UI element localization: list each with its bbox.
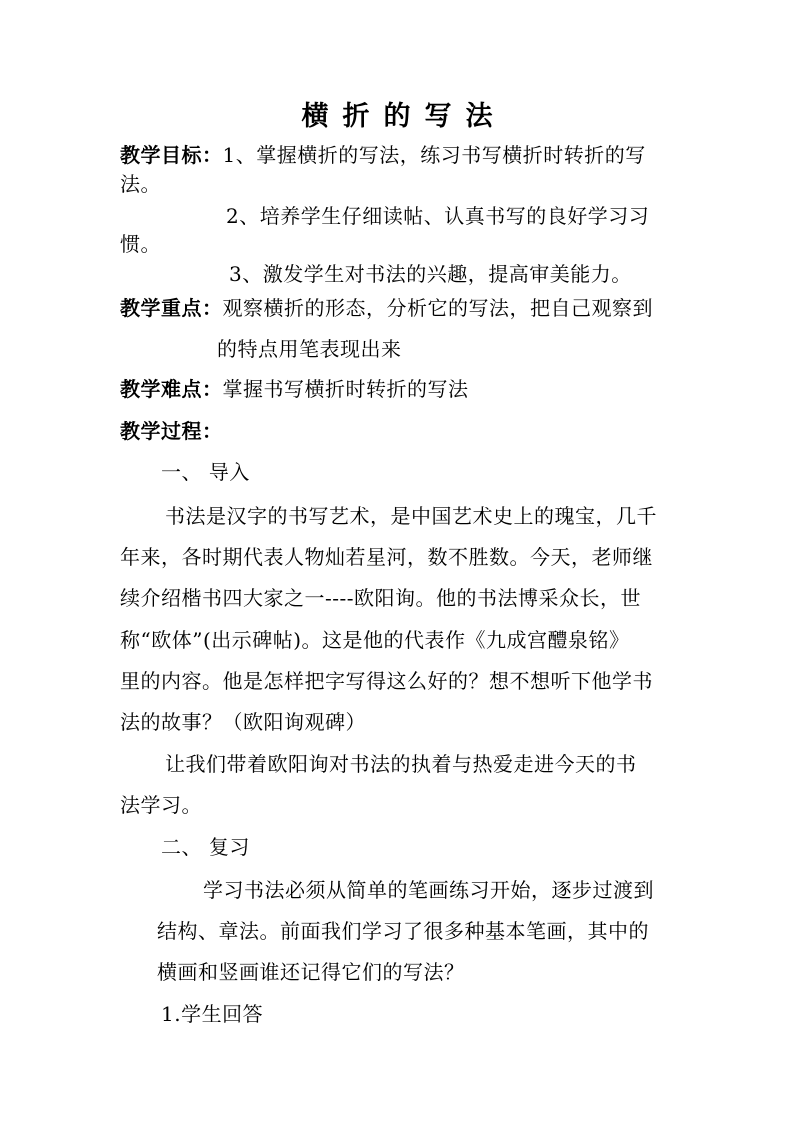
difficulties-text: 掌握书写横折时转折的写法 [222, 377, 469, 401]
section-1-paragraph-2-line-2: 法学习。 [120, 793, 202, 817]
section-1-paragraph-line-3: 续介绍楷书四大家之一----欧阳询。他的书法博采众长，世 [120, 586, 642, 610]
section-2-paragraph-line-3: 横画和竖画谁还记得它们的写法？ [157, 960, 465, 984]
page-title: 横折的写法 [301, 101, 507, 132]
objective-2-text: 2、培养学生仔细读帖、认真书写的良好学习习 [226, 204, 650, 228]
section-1-paragraph-line-2: 年来，各时期代表人物灿若星河，数不胜数。今天，老师继 [120, 545, 653, 569]
objective-1-continuation: 法。 [120, 172, 161, 196]
key-points-text: 观察横折的形态，分析它的写法，把自己观察到 [222, 296, 653, 320]
section-1-paragraph-line-1: 书法是汉字的书写艺术，是中国艺术史上的瑰宝，几千 [165, 504, 657, 528]
objective-3-text: 3、激发学生对书法的兴趣，提高审美能力。 [229, 262, 632, 286]
section-1-paragraph-line-6: 法的故事？（欧阳询观碑） [120, 710, 366, 734]
section-1-paragraph-line-4: 称“欧体”(出示碑帖)。这是他的代表作《九成宫醴泉铭》 [120, 628, 630, 652]
section-2-item-1: 1.学生回答 [161, 1002, 264, 1026]
objectives-line-1 [120, 143, 646, 167]
section-1-paragraph-2-line-1: 让我们带着欧阳询对书法的执着与热爱走进今天的书 [165, 752, 637, 776]
section-2-paragraph-line-1: 学习书法必须从简单的笔画练习开始，逐步过渡到 [203, 878, 654, 902]
key-points-continuation: 的特点用笔表现出来 [217, 337, 402, 361]
difficulties-line [120, 377, 469, 401]
section-1-heading: 一、 导入 [161, 460, 250, 484]
objective-2-continuation: 惯。 [120, 232, 161, 256]
key-points-line-1 [120, 296, 653, 320]
key-points-label: 教学重点： [120, 296, 223, 320]
section-1-paragraph-line-5: 里的内容。他是怎样把字写得这么好的？想不想听下他学书 [120, 669, 653, 693]
section-2-heading: 二、 复习 [161, 835, 250, 859]
process-label: 教学过程： [120, 419, 223, 443]
objectives-label: 教学目标： [120, 143, 223, 167]
difficulties-label: 教学难点： [120, 377, 223, 401]
section-2-paragraph-line-2: 结构、章法。前面我们学习了很多种基本笔画，其中的 [157, 919, 649, 943]
objective-1-text: 1、掌握横折的写法，练习书写横折时转折的写 [222, 143, 646, 167]
